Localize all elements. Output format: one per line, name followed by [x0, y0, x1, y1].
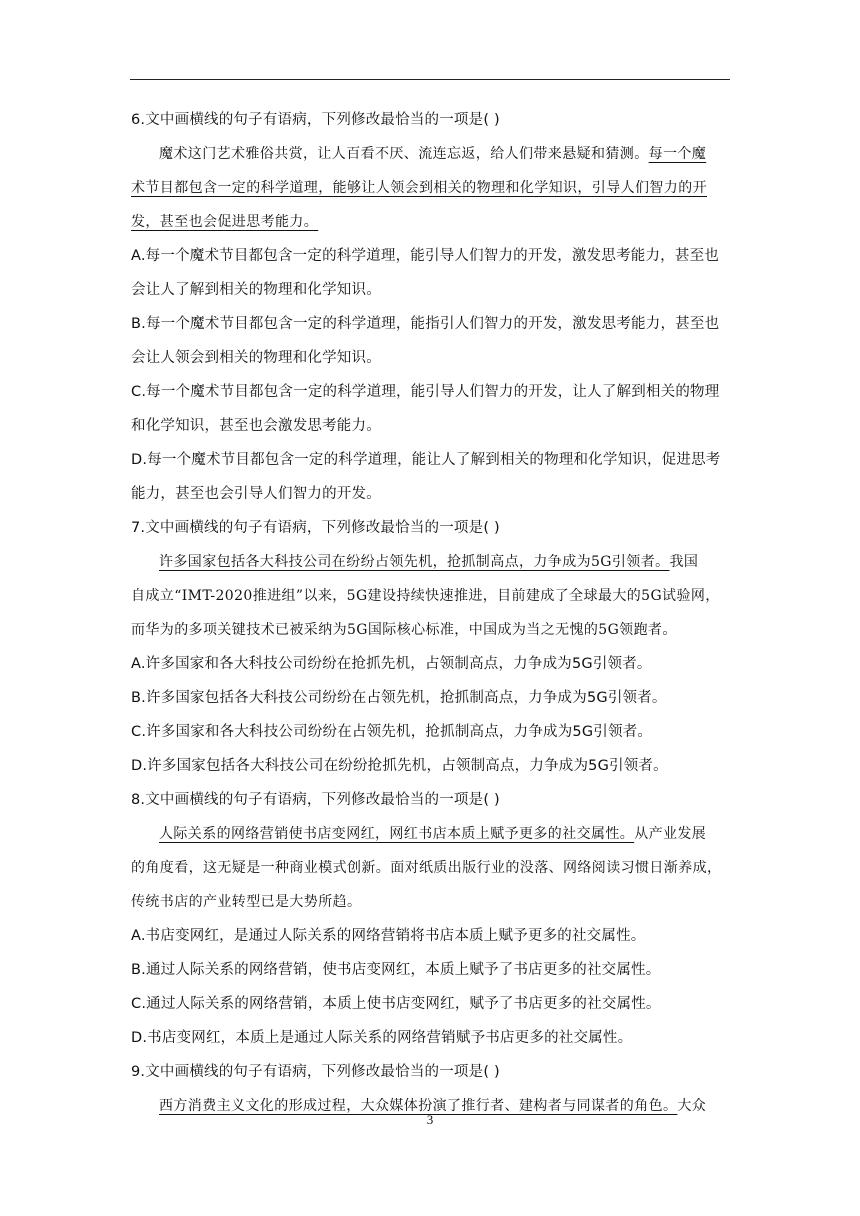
- question-6-option-c-line-1: C.每一个魔术节目都包含一定的科学道理，能引导人们智力的开发，让人了解到相关的物理: [131, 384, 720, 400]
- question-7-option-d: D.许多国家包括各大科技公司在纷纷抢抓先机，占领制高点，力争成为5G引领者。: [131, 758, 668, 774]
- question-6-option-c-line-2: 和化学知识，甚至也会激发思考能力。: [131, 418, 381, 434]
- question-6-option-d-line-1: D.每一个魔术节目都包含一定的科学道理，能让人了解到相关的物理和化学知识，促进思考: [131, 452, 721, 468]
- question-6-passage-line-1: 魔术这门艺术雅俗共赏，让人百看不厌、流连忘返，给人们带来悬疑和猜测。每一个魔: [159, 146, 707, 162]
- underlined-sentence: 术节目都包含一定的科学道理，能够让人领会到相关的物理和化学知识，引导人们智力的开: [131, 180, 707, 196]
- question-7-passage-line-2: 自成立“IMT-2020推进组”以来，5G建设持续快速推进，目前建成了全球最大的5G试验网，: [131, 588, 720, 604]
- question-6-option-b-line-1: B.每一个魔术节目都包含一定的科学道理，能指引人们智力的开发，激发思考能力，甚至也: [131, 316, 720, 332]
- question-7-stem: 7.文中画横线的句子有语病，下列修改最恰当的一项是( ): [131, 520, 500, 536]
- underlined-sentence: 每一个魔: [648, 146, 707, 162]
- question-7-option-b: B.许多国家包括各大科技公司纷纷在占领先机，抢抓制高点，力争成为5G引领者。: [131, 690, 667, 706]
- question-8-option-c: C.通过人际关系的网络营销，本质上使书店变网红，赋予了书店更多的社交属性。: [131, 996, 661, 1012]
- page-number: 3: [426, 1112, 434, 1127]
- underlined-sentence: 发，甚至也会促进思考能力。: [131, 214, 319, 230]
- question-7-passage-line-3: 而华为的多项关键技术已被采纳为5G国际核心标准，中国成为当之无愧的5G领跑者。: [131, 622, 677, 638]
- question-6-option-b-line-2: 会让人领会到相关的物理和化学知识。: [131, 350, 381, 366]
- question-7-passage-line-1: 许多国家包括各大科技公司在纷纷占领先机，抢抓制高点，力争成为5G引领者。我国: [159, 554, 699, 570]
- question-8-passage-line-3: 传统书店的产业转型已是大势所趋。: [131, 894, 362, 910]
- question-6-passage-line-2: [131, 171, 730, 205]
- underlined-sentence: 许多国家包括各大科技公司在纷纷占领先机，抢抓制高点，力争成为5G引领者。: [159, 554, 670, 570]
- question-6-option-a-line-1: A.每一个魔术节目都包含一定的科学道理，能引导人们智力的开发，激发思考能力，甚至也: [131, 248, 719, 264]
- question-8-passage-line-2: 的角度看，这无疑是一种商业模式创新。面对纸质出版行业的没落、网络阅读习惯日渐养成，: [131, 860, 722, 876]
- question-6-option-d-line-2: 能力，甚至也会引导人们智力的开发。: [131, 486, 381, 502]
- question-7-option-c: C.许多国家和各大科技公司纷纷在占领先机，抢抓制高点，力争成为5G引领者。: [131, 724, 653, 740]
- document-body: [131, 103, 730, 1123]
- question-9-passage-line-1: 西方消费主义文化的形成过程，大众媒体扮演了推行者、建构者与同谋者的角色。大众: [159, 1098, 707, 1114]
- question-8-passage-line-1: 人际关系的网络营销使书店变网红，网红书店本质上赋予更多的社交属性。从产业发展: [159, 826, 707, 842]
- question-8-option-a: A.书店变网红，是通过人际关系的网络营销将书店本质上赋予更多的社交属性。: [131, 928, 646, 944]
- question-8-stem: 8.文中画横线的句子有语病，下列修改最恰当的一项是( ): [131, 792, 500, 808]
- question-8-option-b: B.通过人际关系的网络营销，使书店变网红，本质上赋予了书店更多的社交属性。: [131, 962, 661, 978]
- question-6-stem: 6.文中画横线的句子有语病，下列修改最恰当的一项是( ): [131, 112, 500, 128]
- underlined-sentence: 人际关系的网络营销使书店变网红，网红书店本质上赋予更多的社交属性。: [159, 826, 635, 842]
- question-7-option-a: A.许多国家和各大科技公司纷纷在抢抓先机，占领制高点，力争成为5G引领者。: [131, 656, 652, 672]
- header-rule: [130, 79, 730, 80]
- question-6-passage-line-3: [131, 205, 730, 239]
- question-8-option-d: D.书店变网红，本质上是通过人际关系的网络营销赋予书店更多的社交属性。: [131, 1030, 633, 1046]
- question-6-option-a-line-2: 会让人了解到相关的物理和化学知识。: [131, 282, 381, 298]
- question-9-stem: 9.文中画横线的句子有语病，下列修改最恰当的一项是( ): [131, 1064, 500, 1080]
- underlined-sentence: 西方消费主义文化的形成过程，大众媒体扮演了推行者、建构者与同谋者的角色。: [159, 1098, 678, 1114]
